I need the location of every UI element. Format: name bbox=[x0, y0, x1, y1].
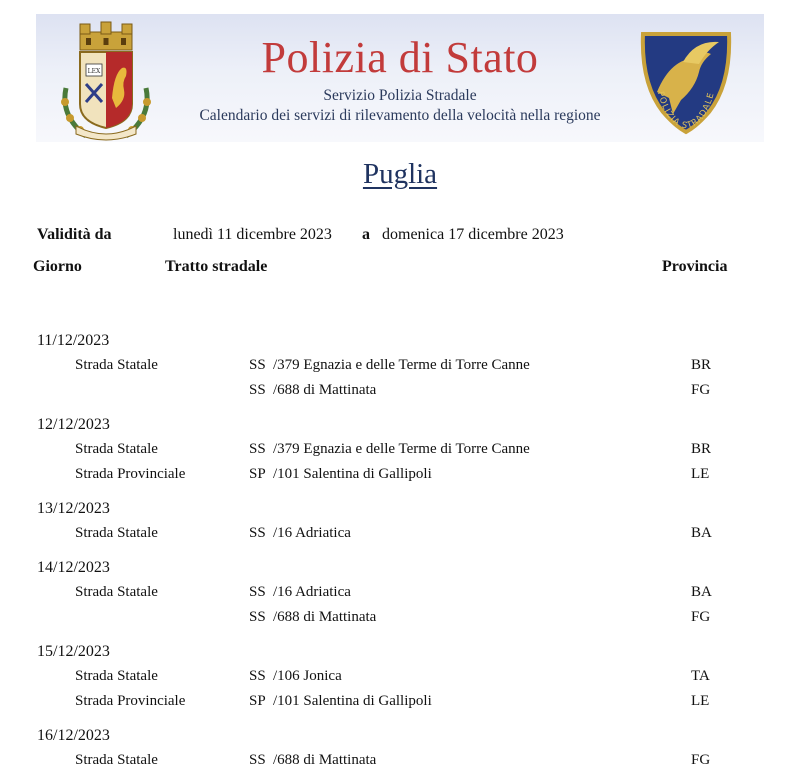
day-date: 11/12/2023 bbox=[37, 332, 110, 349]
road-code: SP bbox=[249, 693, 266, 709]
road-code: SS bbox=[249, 668, 266, 684]
province-code: LE bbox=[691, 693, 710, 709]
table-row bbox=[0, 664, 800, 689]
table-row bbox=[0, 378, 800, 403]
calendar-description: Calendario dei servizi di rilevamento della velocità nella regione bbox=[199, 107, 601, 124]
validity-from: lunedì 11 dicembre 2023 bbox=[173, 226, 332, 243]
road-code: SP bbox=[249, 466, 266, 482]
province-code: BR bbox=[691, 441, 712, 457]
province-code: FG bbox=[691, 609, 711, 625]
day-date: 15/12/2023 bbox=[37, 643, 110, 660]
emblem-left-text: LEX bbox=[87, 68, 101, 75]
day-group bbox=[0, 639, 800, 714]
validity-connector: a bbox=[362, 226, 370, 243]
day-group bbox=[0, 412, 800, 487]
day-date: 13/12/2023 bbox=[37, 500, 110, 517]
road-name: /379 Egnazia e delle Terme di Torre Canne bbox=[273, 441, 530, 457]
day-group bbox=[0, 496, 800, 546]
province-code: FG bbox=[691, 752, 711, 768]
table-row bbox=[0, 437, 800, 462]
road-code: SS bbox=[249, 609, 266, 625]
road-type: Strada Provinciale bbox=[75, 466, 186, 482]
column-header-province: Provincia bbox=[662, 258, 728, 275]
province-code: BA bbox=[691, 525, 712, 541]
table-row bbox=[0, 580, 800, 605]
road-name: /379 Egnazia e delle Terme di Torre Canne bbox=[273, 357, 530, 373]
table-row bbox=[0, 748, 800, 773]
validity-to: domenica 17 dicembre 2023 bbox=[382, 226, 564, 243]
road-name: /16 Adriatica bbox=[273, 584, 351, 600]
table-row bbox=[0, 353, 800, 378]
road-code: SS bbox=[249, 752, 266, 768]
road-type: Strada Statale bbox=[75, 752, 158, 768]
road-type: Strada Statale bbox=[75, 441, 158, 457]
province-code: FG bbox=[691, 382, 711, 398]
road-code: SS bbox=[249, 525, 266, 541]
road-code: SS bbox=[249, 441, 266, 457]
road-code: SS bbox=[249, 382, 266, 398]
road-type: Strada Statale bbox=[75, 668, 158, 684]
road-type: Strada Statale bbox=[75, 525, 158, 541]
day-group bbox=[0, 328, 800, 403]
province-code: BR bbox=[691, 357, 712, 373]
province-code: LE bbox=[691, 466, 710, 482]
day-group bbox=[0, 555, 800, 630]
road-name: /106 Jonica bbox=[273, 668, 342, 684]
validity-label: Validità da bbox=[37, 226, 112, 243]
road-name: /688 di Mattinata bbox=[273, 382, 377, 398]
emblem-right-text: POLIZIA STRADALE bbox=[655, 90, 717, 132]
road-type: Strada Statale bbox=[75, 357, 158, 373]
road-name: /101 Salentina di Gallipoli bbox=[273, 466, 432, 482]
column-header-road: Tratto stradale bbox=[165, 258, 268, 275]
day-date: 16/12/2023 bbox=[37, 727, 110, 744]
service-name: Servizio Polizia Stradale bbox=[323, 87, 477, 104]
day-date: 12/12/2023 bbox=[37, 416, 110, 433]
region-title: Puglia bbox=[362, 158, 438, 190]
table-row bbox=[0, 521, 800, 546]
polizia-stradale-badge-icon bbox=[637, 28, 735, 136]
schedule-list bbox=[0, 328, 800, 782]
table-row bbox=[0, 689, 800, 714]
road-code: SS bbox=[249, 357, 266, 373]
page-title: Polizia di Stato bbox=[261, 33, 539, 82]
province-code: TA bbox=[691, 668, 710, 684]
column-header-day: Giorno bbox=[33, 258, 82, 275]
road-name: /688 di Mattinata bbox=[273, 609, 377, 625]
province-code: BA bbox=[691, 584, 712, 600]
road-code: SS bbox=[249, 584, 266, 600]
table-row bbox=[0, 605, 800, 630]
table-row bbox=[0, 462, 800, 487]
road-type: Strada Statale bbox=[75, 584, 158, 600]
road-name: /101 Salentina di Gallipoli bbox=[273, 693, 432, 709]
road-type: Strada Provinciale bbox=[75, 693, 186, 709]
day-date: 14/12/2023 bbox=[37, 559, 110, 576]
header-banner bbox=[36, 14, 764, 142]
road-name: /16 Adriatica bbox=[273, 525, 351, 541]
road-name: /688 di Mattinata bbox=[273, 752, 377, 768]
